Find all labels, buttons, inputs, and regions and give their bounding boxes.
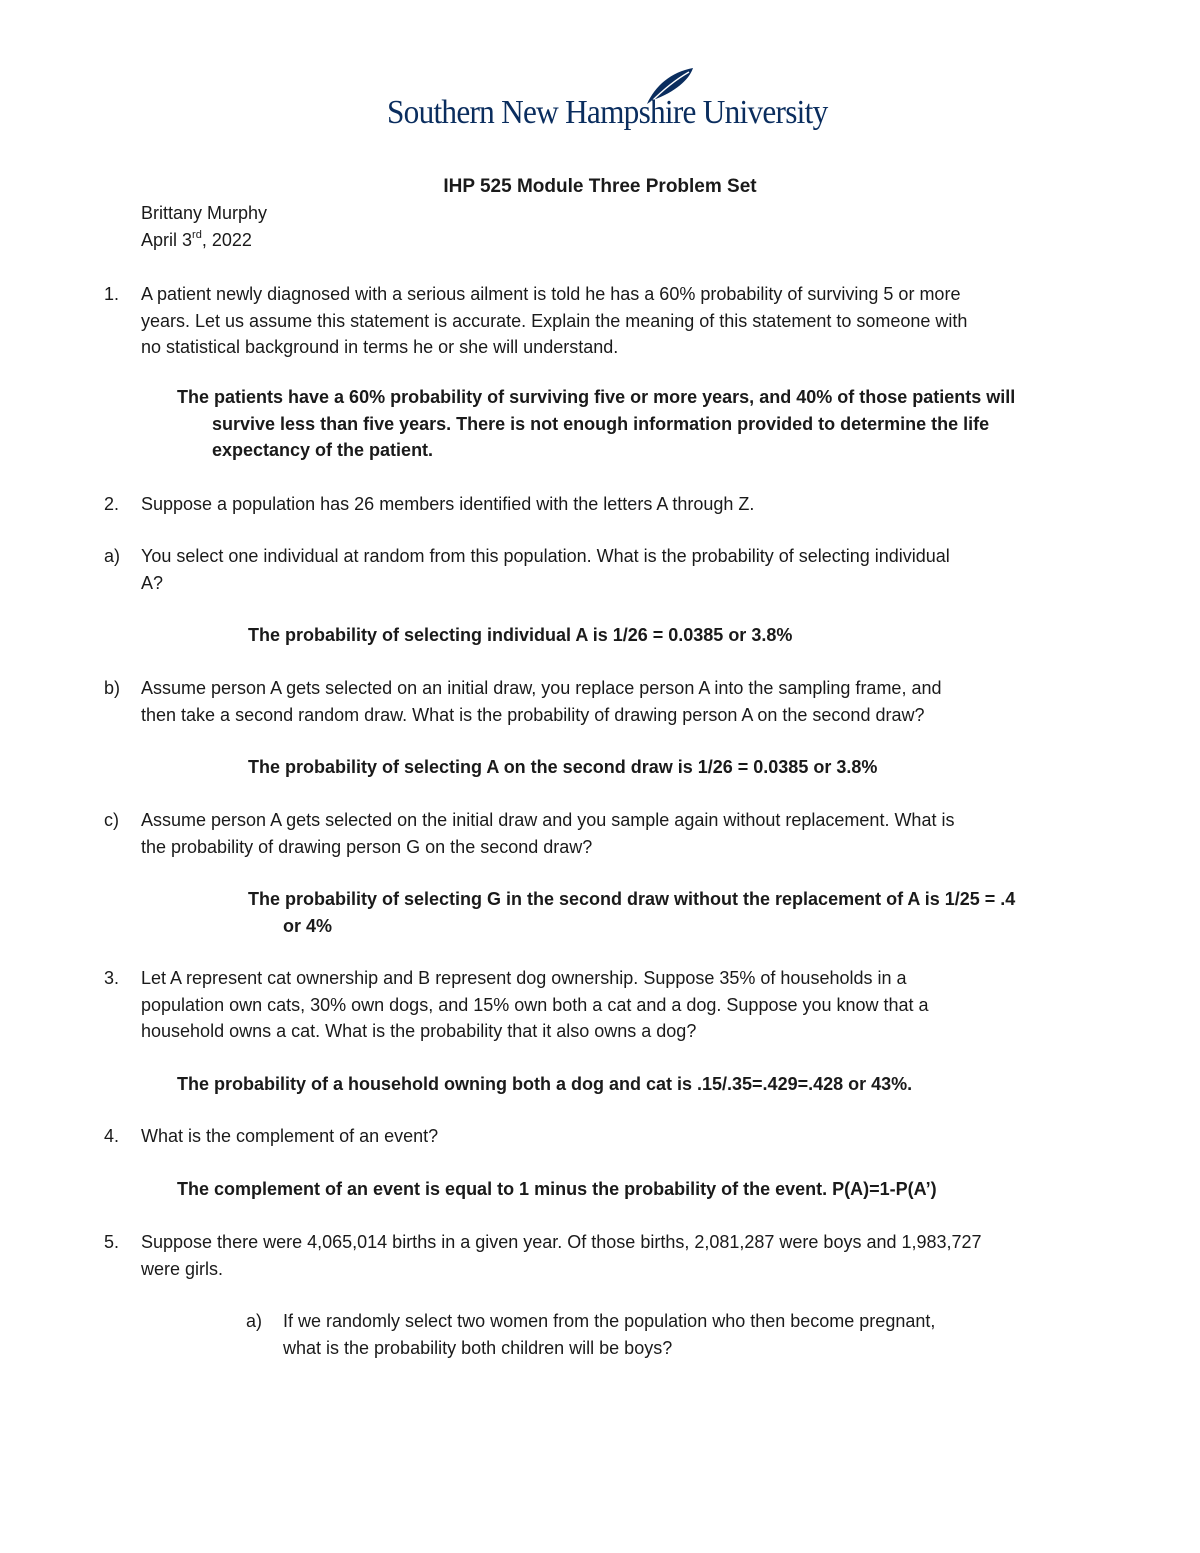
answer-2a: The probability of selecting individual A is 1/26 = 0.0385 or 3.8% bbox=[248, 625, 793, 645]
question-number: 4. bbox=[104, 1126, 120, 1146]
answer-4: The complement of an event is equal to 1 minus the probability of the event. P(A)=1-P(A’) bbox=[177, 1179, 937, 1199]
answer-1: The patients have a 60% probability of surviving five or more years, and 40% of those patients will survive less than five years. There is not enough information provided to determine the life expectancy of the patient. bbox=[177, 387, 1016, 460]
page-title: IHP 525 Module Three Problem Set bbox=[443, 176, 757, 197]
question-number: 5. bbox=[104, 1232, 120, 1252]
question-1-text: A patient newly diagnosed with a serious ailment is told he has a 60% probability of surviving 5 or more years. Let us assume this statement is accurate. Explain the meaning of this statement to someone with no statistical background in terms he or she will understand. bbox=[141, 284, 968, 357]
answer-3: The probability of a household owning both a dog and cat is .15/.35=.429=.428 or 43%. bbox=[177, 1074, 913, 1094]
question-4-text: What is the complement of an event? bbox=[141, 1126, 439, 1146]
subquestion-label: a) bbox=[246, 1311, 263, 1331]
question-3-text: Let A represent cat ownership and B represent dog ownership. Suppose 35% of households in a population own cats, 30% own dogs, and 15% own both a cat and a dog. Suppose you know that a household owns a cat. What is the probability that it also owns a dog? bbox=[141, 968, 929, 1041]
subquestion-label: b) bbox=[104, 678, 121, 698]
question-2c-text: Assume person A gets selected on the initial draw and you sample again without replacement. What is the probability of drawing person G on the second draw? bbox=[141, 810, 955, 857]
question-number: 1. bbox=[104, 284, 120, 304]
question-number: 2. bbox=[104, 494, 120, 514]
author-name: Brittany Murphy bbox=[141, 203, 268, 223]
subquestion-label: c) bbox=[104, 810, 119, 830]
university-logo bbox=[387, 66, 828, 140]
question-number: 3. bbox=[104, 968, 120, 988]
question-5a-text: If we randomly select two women from the population who then become pregnant, what is the probability both children will be boys? bbox=[283, 1311, 936, 1358]
question-2a-text: You select one individual at random from this population. What is the probability of selecting individual A? bbox=[141, 546, 950, 593]
question-2b-text: Assume person A gets selected on an initial draw, you replace person A into the sampling frame, and then take a second random draw. What is the probability of drawing person A on the second draw? bbox=[141, 678, 942, 725]
answer-2b: The probability of selecting A on the second draw is 1/26 = 0.0385 or 3.8% bbox=[248, 757, 878, 777]
answer-2c: The probability of selecting G in the second draw without the replacement of A is 1/25 = .4 or 4% bbox=[248, 889, 1016, 936]
question-5-text: Suppose there were 4,065,014 births in a given year. Of those births, 2,081,287 were boys and 1,983,727 were girls. bbox=[141, 1232, 982, 1279]
subquestion-label: a) bbox=[104, 546, 121, 566]
document-date: April 3rd, 2022 bbox=[141, 229, 252, 250]
question-2-text: Suppose a population has 26 members identified with the letters A through Z. bbox=[141, 494, 755, 514]
logo-text: Southern New Hampshire University bbox=[387, 94, 828, 131]
